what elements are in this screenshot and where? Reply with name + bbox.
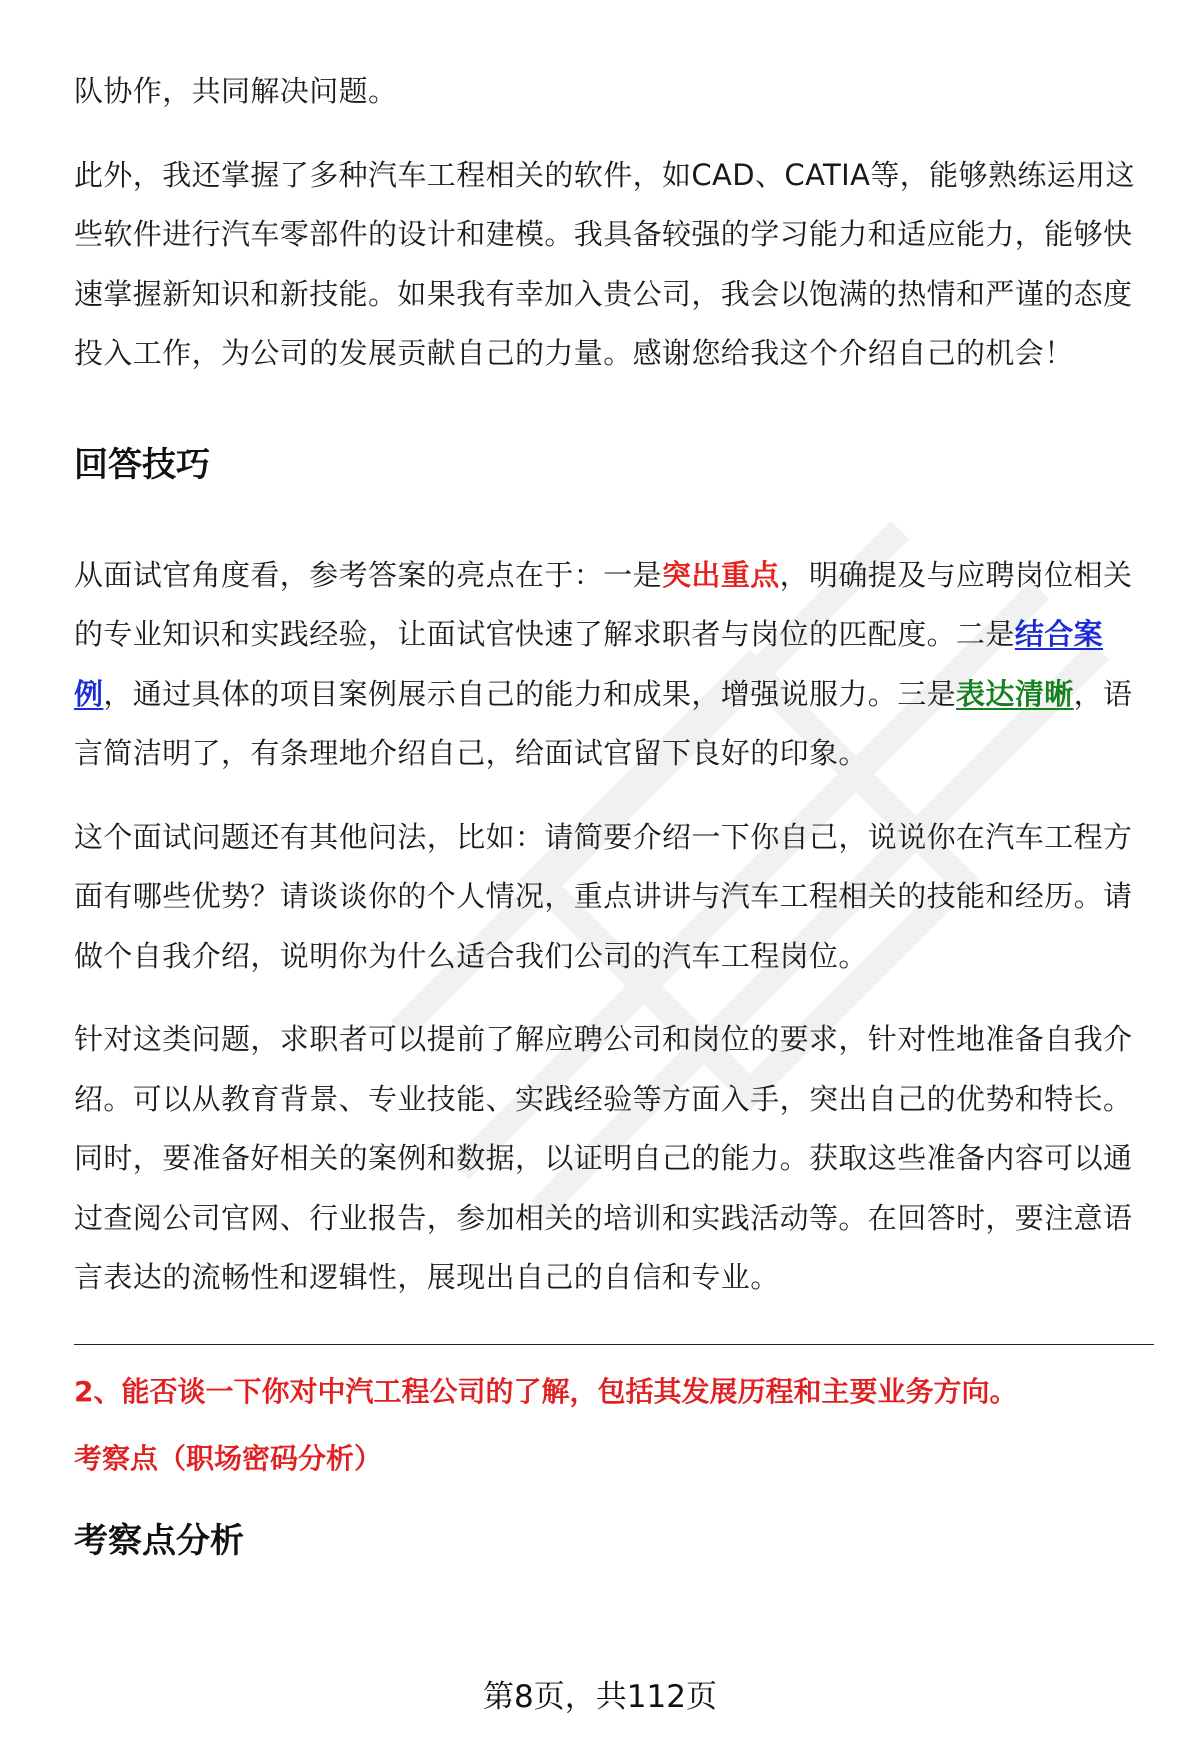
other-questions-paragraph: 这个面试问题还有其他问法，比如：请简要介绍一下你自己，说说你在汽车工程方面有哪些优势？请谈谈你的个人情况，重点讲讲与汽车工程相关的技能和经历。请做个自我介绍，说明你为什么适合我们公司的汽车工程岗位。 [74, 819, 1133, 973]
question-2-title: 2、能否谈一下你对中汽工程公司的了解，包括其发展历程和主要业务方向。 [74, 1374, 1018, 1408]
highlight-case-examples: 结合案例 [74, 617, 1104, 711]
highlight-clear-expression: 表达清晰 [956, 676, 1074, 711]
kaochadian-label: 考察点（职场密码分析） [74, 1441, 383, 1475]
tips-text-2: ，明确提及与应聘岗位相关的专业知识和实践经验，让面试官快速了解求职者与岗位的匹配度。二是 [74, 557, 1133, 651]
highlight-key-points: 突出重点 [662, 557, 780, 592]
tips-text-4: ，语言简洁明了，有条理地介绍自己，给面试官留下良好的印象。 [74, 676, 1133, 770]
continuation-paragraph: 队协作，共同解决问题。 [74, 74, 398, 108]
document-body [74, 62, 1154, 1566]
preparation-paragraph: 针对这类问题，求职者可以提前了解应聘公司和岗位的要求，针对性地准备自我介绍。可以从教育背景、专业技能、实践经验等方面入手，突出自己的优势和特长。同时，要准备好相关的案例和数据，以证明自己的能力。获取这些准备内容可以通过查阅公司官网、行业报告，参加相关的培训和实践活动等。在回答时，要注意语言表达的流畅性和逻辑性，展现出自己的自信和专业。 [74, 1022, 1133, 1294]
page-footer: 第8页，共112页 [483, 1679, 717, 1715]
answer-tips-paragraph [74, 546, 1154, 784]
analysis-heading: 考察点分析 [74, 1520, 244, 1561]
answer-tips-heading: 回答技巧 [74, 444, 210, 485]
tips-text-1: 从面试官角度看，参考答案的亮点在于：一是 [74, 557, 663, 592]
tips-text-3: ，通过具体的项目案例展示自己的能力和成果，增强说服力。三是 [103, 676, 957, 711]
section-divider [74, 1344, 1154, 1345]
software-skills-paragraph: 此外，我还掌握了多种汽车工程相关的软件，如CAD、CATIA等，能够熟练运用这些软件进行汽车零部件的设计和建模。我具备较强的学习能力和适应能力，能够快速掌握新知识和新技能。如果我有幸加入贵公司，我会以饱满的热情和严谨的态度投入工作，为公司的发展贡献自己的力量。感谢您给我这个介绍自己的机会！ [74, 157, 1135, 370]
